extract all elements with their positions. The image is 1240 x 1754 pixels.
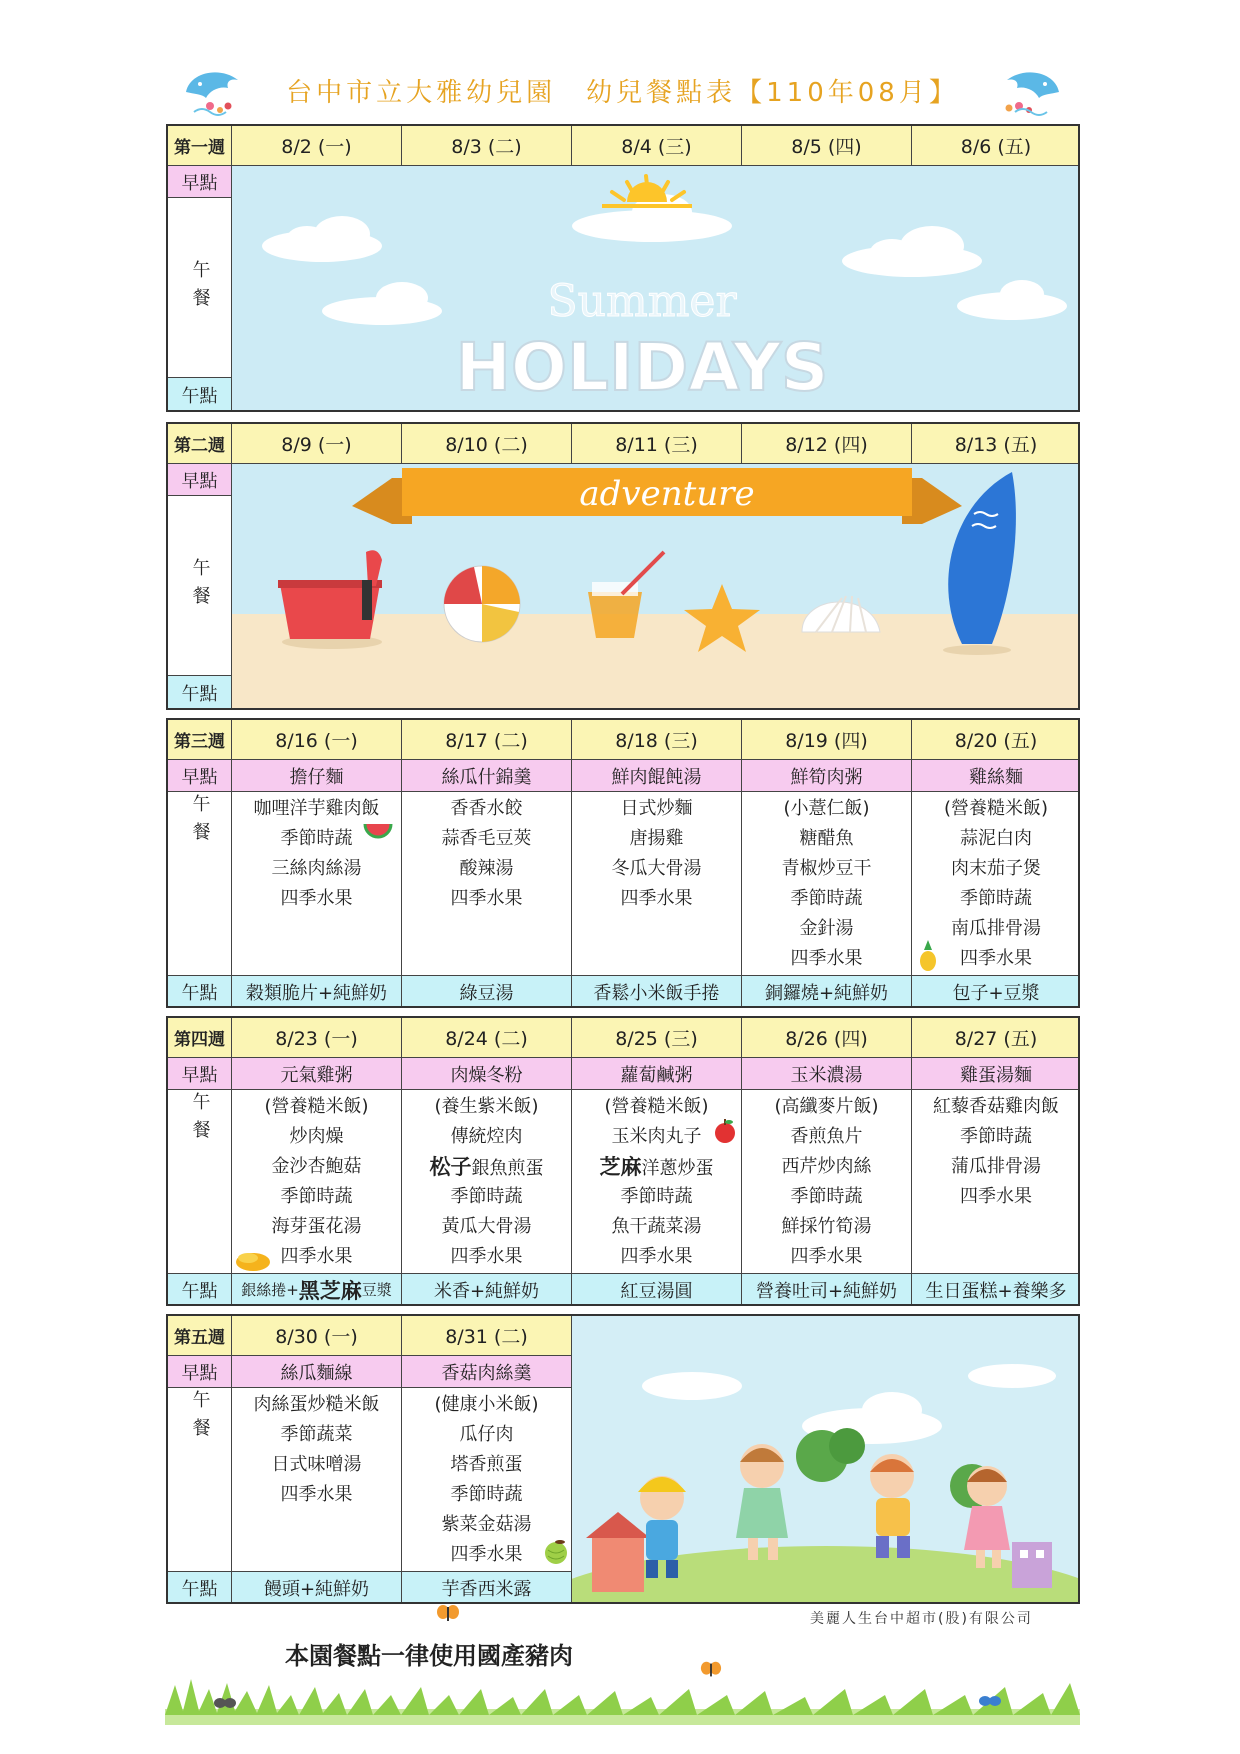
lunch-item: 咖哩洋芋雞肉飯: [253, 798, 380, 819]
lunch-item: 四季水果: [790, 948, 863, 969]
ribbon-icon: [352, 468, 962, 524]
breakfast-label: 早點: [168, 1058, 232, 1090]
lunch-item: 季節時蔬: [450, 1484, 523, 1505]
lunch-item: 季節時蔬: [790, 1186, 863, 1207]
lunch-item: 季節蔬菜: [280, 1424, 353, 1445]
snack-item: 芋香西米露: [402, 1572, 572, 1604]
lunch-cell: [742, 1090, 912, 1274]
lunch-item: 三絲肉絲湯: [271, 858, 362, 879]
pineapple-icon: [918, 940, 938, 972]
day-header: 8/23 (一): [232, 1018, 402, 1058]
lunch-item: (健康小米飯): [434, 1394, 539, 1415]
lunch-item: 四季水果: [450, 1246, 523, 1267]
day-header: 8/25 (三): [572, 1018, 742, 1058]
week-label: 第三週: [168, 720, 232, 760]
lunch-item: 西芹炒肉絲: [781, 1156, 872, 1177]
lunch-item: 四季水果: [620, 1246, 693, 1267]
lunch-label: 午餐: [168, 198, 232, 378]
day-header: 8/10 (二): [402, 424, 572, 464]
lunch-item: 蒜香毛豆莢: [441, 828, 532, 849]
week-2-table: [166, 422, 1080, 710]
breakfast-item: 肉燥冬粉: [402, 1058, 572, 1090]
lunch-cell: [402, 1388, 572, 1572]
lunch-item: 四季水果: [620, 888, 693, 909]
emphasis-text: 芝麻: [599, 1155, 642, 1179]
kids-playing-illustration: [572, 1316, 1080, 1604]
adventure-banner: [232, 464, 1080, 710]
day-header: 8/4 (三): [572, 126, 742, 166]
lunch-item: 季節時蔬: [280, 1186, 353, 1207]
lunch-item: 魚干蔬菜湯: [611, 1216, 702, 1237]
page-header: [165, 62, 1080, 124]
lunch-item: 酸辣湯: [459, 858, 514, 879]
lunch-item: (營養糙米飯): [943, 798, 1049, 819]
lunch-item: 季節時蔬: [790, 888, 863, 909]
lunch-item: [430, 1152, 544, 1182]
day-header: 8/12 (四): [742, 424, 912, 464]
lunch-item: (營養糙米飯): [604, 1096, 709, 1117]
breakfast-item: 元氣雞粥: [232, 1058, 402, 1090]
beach-ball-icon: [444, 566, 520, 642]
breakfast-item: 鮮肉餛飩湯: [572, 760, 742, 792]
week-label: 第一週: [168, 126, 232, 166]
snack-item: 綠豆湯: [402, 976, 572, 1008]
week-1-table: [166, 124, 1080, 412]
lunch-item: 金針湯: [799, 918, 854, 939]
lunch-item: 傳統焢肉: [450, 1126, 523, 1147]
lunch-cell: [912, 1090, 1080, 1274]
snack-item: 香鬆小米飯手捲: [572, 976, 742, 1008]
breakfast-item: 絲瓜什錦羹: [402, 760, 572, 792]
lunch-item: 季節時蔬: [960, 888, 1032, 909]
lunch-item: 四季水果: [450, 1544, 523, 1565]
day-header: 8/24 (二): [402, 1018, 572, 1058]
lunch-item: 青椒炒豆干: [781, 858, 872, 879]
breakfast-item: 絲瓜麵線: [232, 1356, 402, 1388]
day-header: 8/30 (一): [232, 1316, 402, 1356]
lunch-item: (高纖麥片飯): [774, 1096, 879, 1117]
lunch-item-rest: 銀魚煎蛋: [471, 1158, 544, 1179]
lunch-cell: [402, 1090, 572, 1274]
lunch-item: 南瓜排骨湯: [951, 918, 1041, 939]
lunch-cell: [912, 792, 1080, 976]
snack-label: 午點: [168, 378, 232, 412]
dolphin-icon: [995, 62, 1065, 120]
snack-item: 包子+豆漿: [912, 976, 1080, 1008]
lunch-item: 黃瓜大骨湯: [441, 1216, 532, 1237]
snack-item: [232, 1274, 402, 1306]
lunch-item: 日式味噌湯: [271, 1454, 362, 1475]
breakfast-item: 雞絲麵: [912, 760, 1080, 792]
lunch-cell: [232, 1090, 402, 1274]
snack-item: 銅鑼燒+純鮮奶: [742, 976, 912, 1008]
banner-word-holidays: HOLIDAYS: [455, 329, 829, 406]
day-header: 8/26 (四): [742, 1018, 912, 1058]
day-header: 8/11 (三): [572, 424, 742, 464]
week-3-table: [166, 718, 1080, 1008]
lunch-item: 紫菜金菇湯: [441, 1514, 532, 1535]
lunch-item: 香香水餃: [450, 798, 523, 819]
breakfast-label: 早點: [168, 166, 232, 198]
snack-label: 午點: [168, 676, 232, 710]
lunch-item: 季節時蔬: [280, 828, 353, 849]
lunch-item: 四季水果: [280, 1246, 353, 1267]
lunch-cell: [572, 792, 742, 976]
ribbon-text: adventure: [579, 474, 755, 514]
week-5-table: [166, 1314, 1080, 1604]
lunch-label: 午餐: [168, 496, 232, 676]
breakfast-item: 擔仔麵: [232, 760, 402, 792]
day-header: 8/5 (四): [742, 126, 912, 166]
lunch-item: 四季水果: [960, 948, 1032, 969]
lunch-item: (小薏仁飯): [783, 798, 870, 819]
dolphin-icon: [180, 62, 250, 120]
lunch-item: 塔香煎蛋: [450, 1454, 523, 1475]
breakfast-item: 鮮筍肉粥: [742, 760, 912, 792]
lunch-item: [600, 1152, 714, 1182]
day-header: 8/3 (二): [402, 126, 572, 166]
day-header: 8/18 (三): [572, 720, 742, 760]
lunch-item: 鮮採竹筍湯: [781, 1216, 872, 1237]
lunch-item: 蒲瓜排骨湯: [951, 1156, 1041, 1177]
day-header: 8/20 (五): [912, 720, 1080, 760]
lunch-item: 香煎魚片: [790, 1126, 863, 1147]
lunch-item: 季節時蔬: [960, 1126, 1032, 1147]
lunch-cell: [232, 1388, 402, 1572]
lunch-item: 糖醋魚: [799, 828, 854, 849]
lunch-item: 玉米肉丸子: [611, 1126, 702, 1147]
week-label: 第五週: [168, 1316, 232, 1356]
pork-origin-note: 本園餐點一律使用國產豬肉: [285, 1642, 573, 1670]
lunch-item: (養生紫米飯): [434, 1096, 539, 1117]
week-4-table: [166, 1016, 1080, 1306]
breakfast-label: 早點: [168, 1356, 232, 1388]
lunch-item: (營養糙米飯): [264, 1096, 369, 1117]
butterfly-icon: [436, 1604, 460, 1624]
breakfast-item: 雞蛋湯麵: [912, 1058, 1080, 1090]
apple-icon: [713, 1118, 737, 1144]
snack-item: 紅豆湯圓: [572, 1274, 742, 1306]
week-label: 第四週: [168, 1018, 232, 1058]
snack-part: 豆漿: [361, 1281, 392, 1299]
breakfast-item: 玉米濃湯: [742, 1058, 912, 1090]
emphasis-text: 松子: [429, 1155, 472, 1179]
lunch-item: 蒜泥白肉: [960, 828, 1032, 849]
melon-icon: [543, 1538, 569, 1566]
banner-word-summer: Summer: [547, 276, 737, 327]
grass-border: [165, 1665, 1080, 1725]
lunch-item: 日式炒麵: [620, 798, 693, 819]
emphasis-text: 黑芝麻: [298, 1278, 362, 1303]
lunch-item: 四季水果: [790, 1246, 863, 1267]
lunch-item: 紅藜香菇雞肉飯: [933, 1096, 1059, 1117]
breakfast-label: 早點: [168, 760, 232, 792]
lunch-item: 季節時蔬: [450, 1186, 523, 1207]
lunch-item: 炒肉燥: [289, 1126, 344, 1147]
lunch-item: 海芽蛋花湯: [271, 1216, 362, 1237]
lunch-label: 午餐: [168, 792, 232, 976]
lunch-item: 四季水果: [280, 888, 353, 909]
day-header: 8/16 (一): [232, 720, 402, 760]
lunch-cell: [232, 792, 402, 976]
breakfast-item: 蘿蔔鹹粥: [572, 1058, 742, 1090]
day-header: 8/19 (四): [742, 720, 912, 760]
lunch-item: 肉末茄子煲: [951, 858, 1041, 879]
lunch-item: 瓜仔肉: [459, 1424, 514, 1445]
lunch-item: 金沙杏鮑菇: [271, 1156, 362, 1177]
snack-item: 穀類脆片+純鮮奶: [232, 976, 402, 1008]
breakfast-label: 早點: [168, 464, 232, 496]
lunch-item: 肉絲蛋炒糙米飯: [253, 1394, 380, 1415]
lunch-cell: [402, 792, 572, 976]
lunch-cell: [572, 1090, 742, 1274]
lunch-item-rest: 洋蔥炒蛋: [641, 1158, 714, 1179]
day-header: 8/17 (二): [402, 720, 572, 760]
mango-icon: [234, 1248, 272, 1272]
snack-item: 饅頭+純鮮奶: [232, 1572, 402, 1604]
company-name: 美麗人生台中超市(股)有限公司: [810, 1611, 1033, 1627]
lunch-item: 四季水果: [280, 1484, 353, 1505]
day-header: 8/31 (二): [402, 1316, 572, 1356]
page-title: 台中市立大雅幼兒園 幼兒餐點表【110年08月】: [286, 78, 959, 108]
lunch-label: 午餐: [168, 1090, 232, 1274]
snack-label: 午點: [168, 1274, 232, 1306]
lunch-item: 季節時蔬: [620, 1186, 693, 1207]
breakfast-item: 香菇肉絲羹: [402, 1356, 572, 1388]
day-header: 8/9 (一): [232, 424, 402, 464]
snack-item: 營養吐司+純鮮奶: [742, 1274, 912, 1306]
watermelon-icon: [363, 822, 393, 842]
day-header: 8/27 (五): [912, 1018, 1080, 1058]
week-label: 第二週: [168, 424, 232, 464]
lunch-cell: [742, 792, 912, 976]
snack-label: 午點: [168, 1572, 232, 1604]
lunch-item: 唐揚雞: [629, 828, 684, 849]
snack-label: 午點: [168, 976, 232, 1008]
snack-item: 生日蛋糕+養樂多: [912, 1274, 1080, 1306]
lunch-item: 四季水果: [960, 1186, 1032, 1207]
snack-part: 銀絲捲+: [241, 1281, 299, 1299]
lunch-label: 午餐: [168, 1388, 232, 1572]
day-header: 8/2 (一): [232, 126, 402, 166]
summer-holidays-banner: [232, 166, 1080, 412]
day-header: 8/6 (五): [912, 126, 1080, 166]
day-header: 8/13 (五): [912, 424, 1080, 464]
lunch-item: 冬瓜大骨湯: [611, 858, 702, 879]
snack-item: 米香+純鮮奶: [402, 1274, 572, 1306]
lunch-item: 四季水果: [450, 888, 523, 909]
